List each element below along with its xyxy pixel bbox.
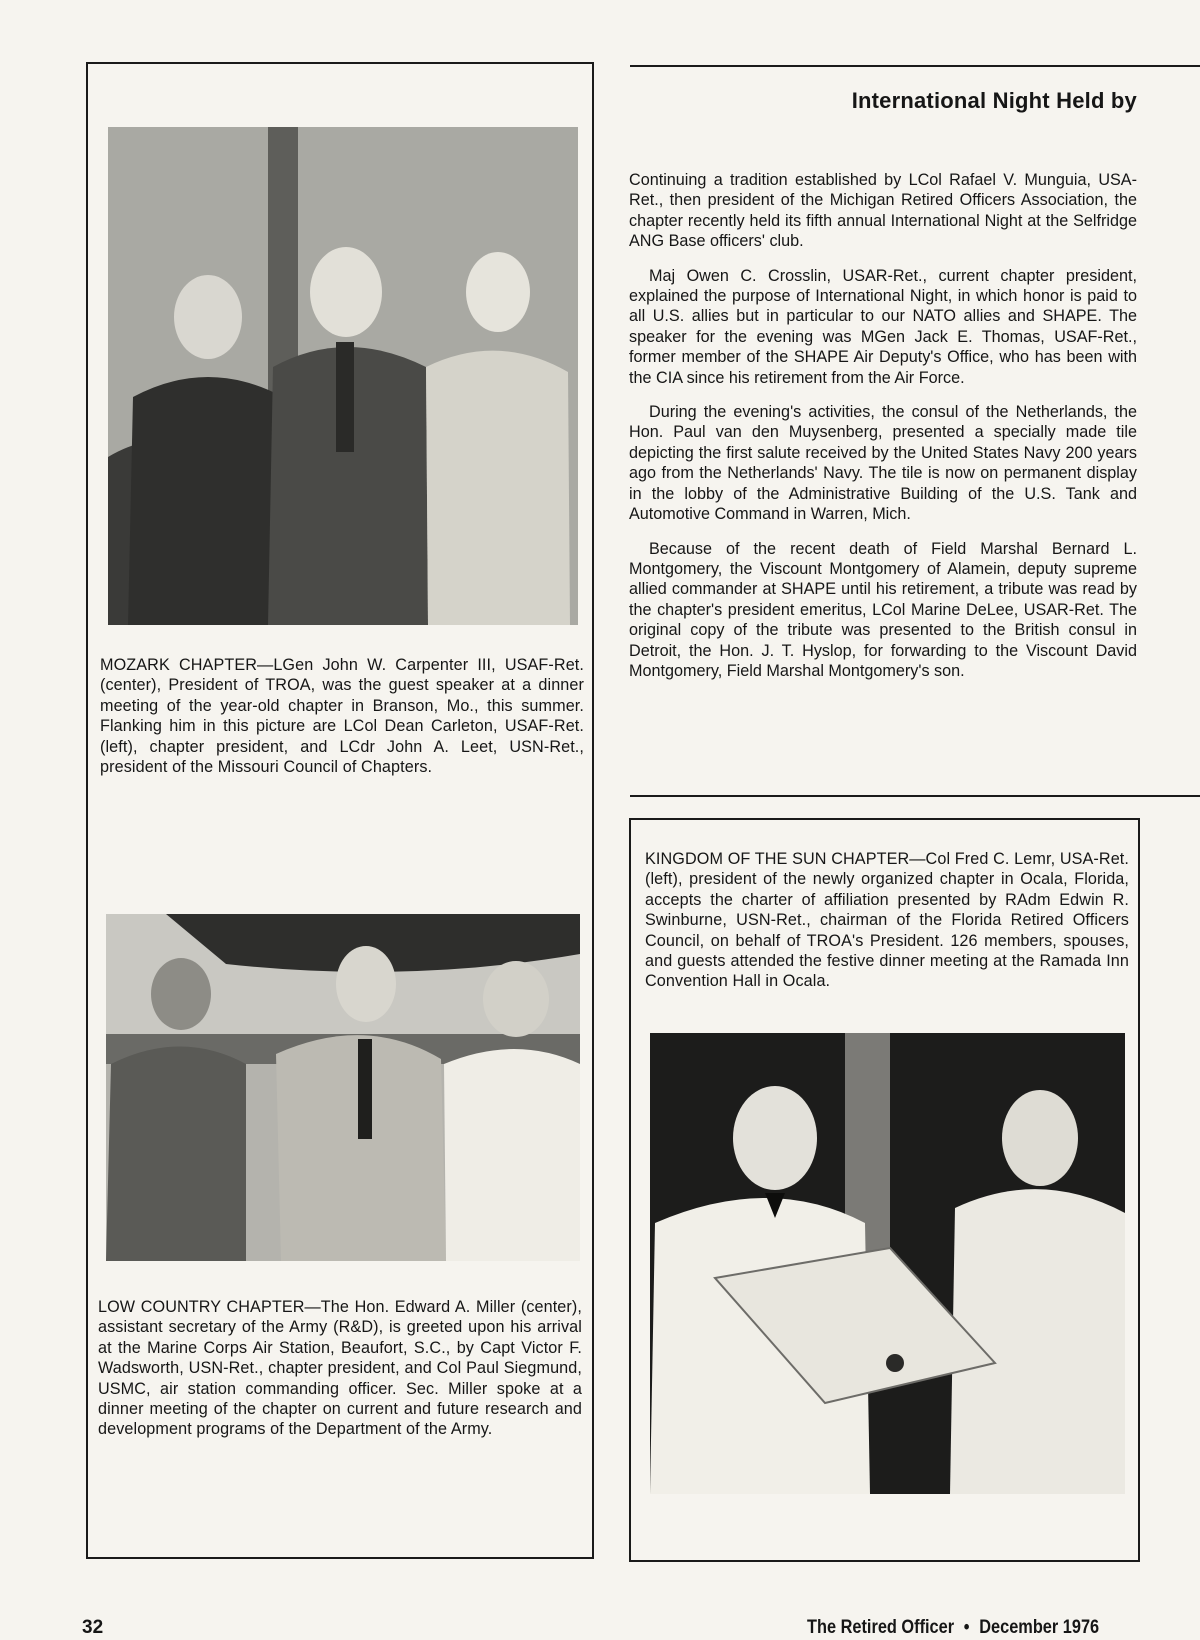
article-paragraph: Because of the recent death of Field Marshal Bernard L. Montgomery, the Viscount Montgomery of Alamein, deputy supreme allied commander at SHAPE until his retirement, a tribute was read by the chapter's president emeritus, LCol Marine DeLee, USAR-Ret. The original copy of the tribute was presented to the British consul in Detroit, the Hon. J. T. Hyslop, for forwarding to the Viscount David Montgomery, Field Marshal Montgomery's son. [629, 539, 1137, 680]
headline-rule [630, 65, 1200, 67]
issue-date: December 1976 [979, 1617, 1100, 1638]
mozark-caption: MOZARK CHAPTER—LGen John W. Carpenter III, USAF-Ret. (center), President of TROA, was the guest speaker at a dinner meeting of the year-old chapter in Branson, Mo., this summer. Flanking him in this picture are LCol Dean Carleton, USAF-Ret. (left), chapter president, and LCdr John A. Leet, USN-Ret., president of the Missouri Council of Chapters. [100, 656, 584, 777]
article-paragraph: Continuing a tradition established by LCol Rafael V. Munguia, USA-Ret., then president of the Michigan Retired Officers Association, the chapter recently held its fifth annual International Night at the Selfridge ANG Base officers' club. [629, 171, 1137, 251]
footer-bullet: • [963, 1617, 970, 1638]
article-body [629, 170, 1137, 695]
kingdom-sun-chapter-photo [650, 1033, 1125, 1494]
mozark-chapter-photo [108, 127, 578, 625]
page-number: 32 [82, 1617, 104, 1638]
article-paragraph: During the evening's activities, the consul of the Netherlands, the Hon. Paul van den Muysenberg, presented a specially made tile depicting the first salute received by the United States Navy 200 years ago from the Netherlands' Navy. The tile is now on permanent display in the lobby of the Administrative Building of the U.S. Tank and Automotive Command in Warren, Mich. [629, 403, 1137, 524]
low-country-chapter-photo [106, 914, 580, 1261]
article-paragraph: Maj Owen C. Crosslin, USAR-Ret., current chapter president, explained the purpose of International Night, in which honor is paid to all U.S. allies but in particular to our NATO allies and SHAPE. The speaker for the evening was MGen Jack E. Thomas, USAF-Ret., former member of the SHAPE Air Deputy's Office, who has been with the CIA since his retirement from the Air Force. [629, 266, 1137, 387]
low-country-caption: LOW COUNTRY CHAPTER—The Hon. Edward A. Miller (center), assistant secretary of the Army (R&D), is greeted upon his arrival at the Marine Corps Air Station, Beaufort, S.C., by Capt Victor F. Wadsworth, USN-Ret., chapter president, and Col Paul Siegmund, USMC, air station commanding officer. Sec. Miller spoke at a dinner meeting of the chapter on current and future research and development programs of the Department of the Army. [98, 1298, 582, 1439]
article-headline: International Night Held by [851, 88, 1137, 113]
running-footer [807, 1617, 1099, 1639]
kingdom-sun-caption: KINGDOM OF THE SUN CHAPTER—Col Fred C. Lemr, USA-Ret. (left), president of the newly organized chapter in Ocala, Florida, accepts the charter of affiliation presented by RAdm Edwin R. Swinburne, USN-Ret., chairman of the Florida Retired Officers Council, on behalf of TROA's President. 126 members, spouses, and guests attended the festive dinner meeting at the Ramada Inn Convention Hall in Ocala. [645, 850, 1129, 991]
article-end-rule [630, 795, 1200, 797]
publication-title: The Retired Officer [807, 1617, 955, 1638]
